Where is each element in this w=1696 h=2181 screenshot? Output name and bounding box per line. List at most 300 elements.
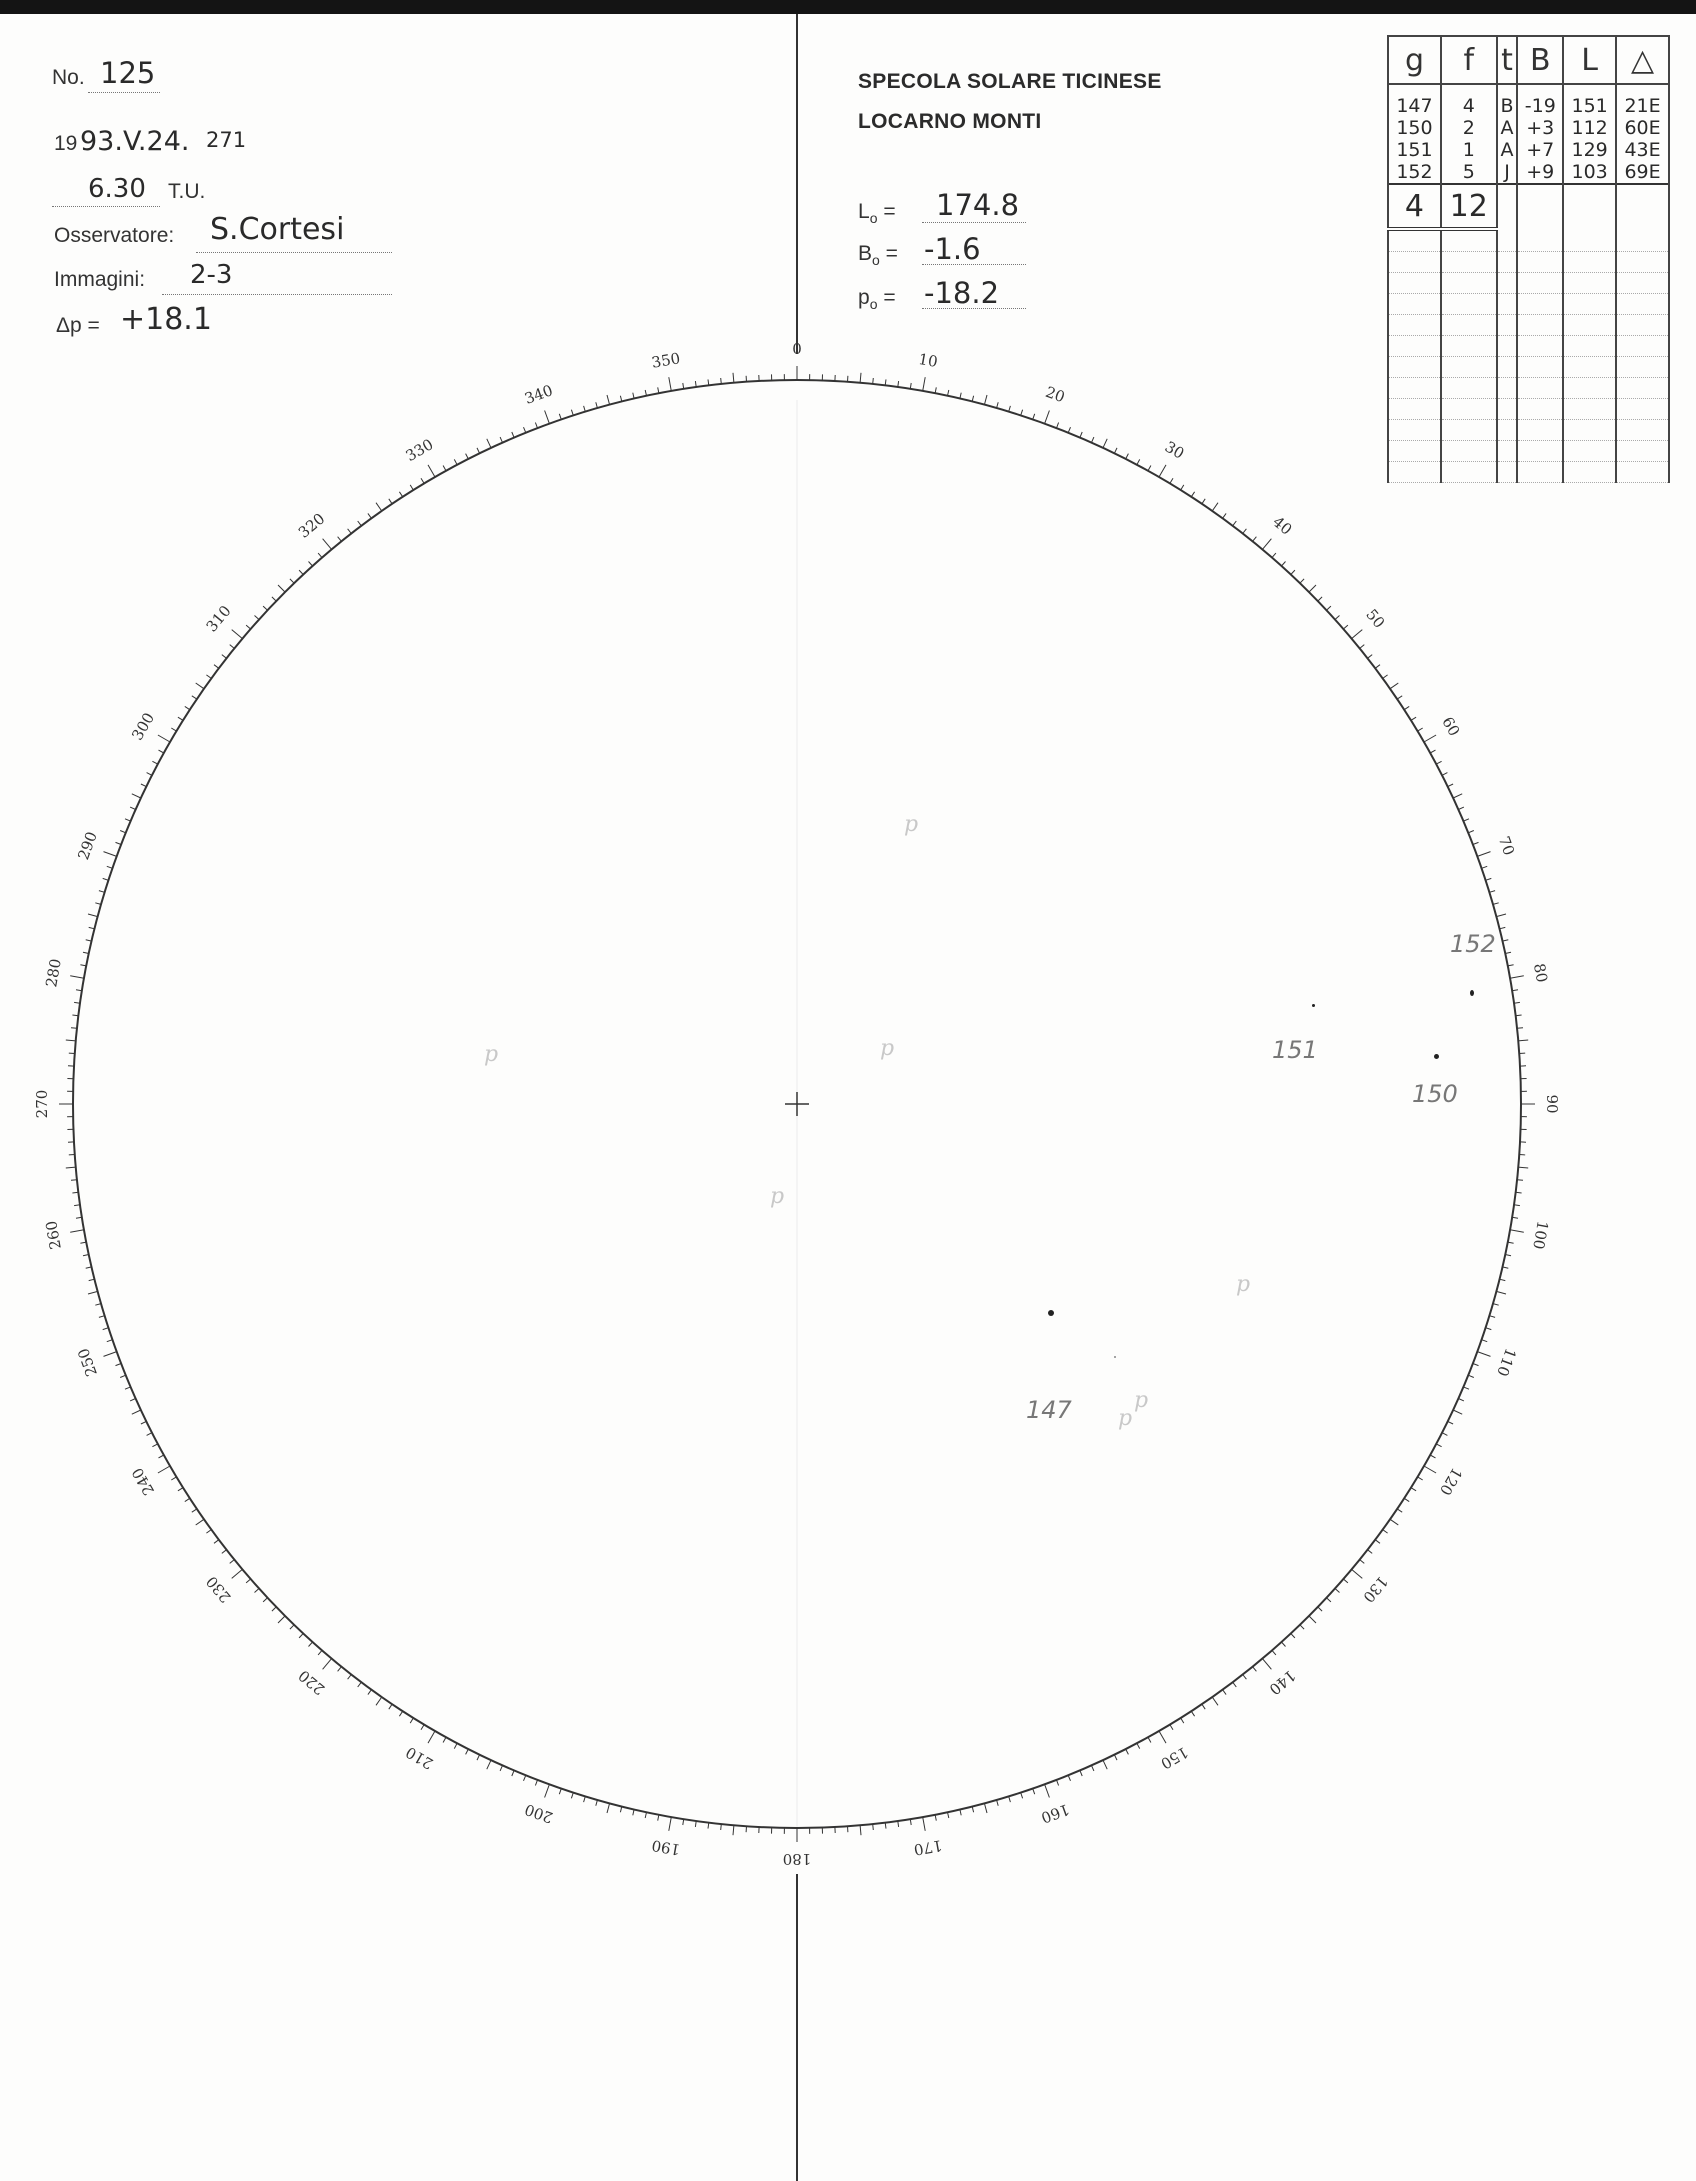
degree-tick <box>71 1028 77 1029</box>
degree-tick <box>1009 406 1011 412</box>
degree-tick <box>309 562 313 567</box>
degree-tick <box>1360 645 1365 649</box>
degree-tick <box>443 466 446 471</box>
sunspot-150 <box>1434 1054 1439 1059</box>
degree-tick <box>1512 1217 1518 1218</box>
degree-tick <box>255 616 260 620</box>
degree-label-80: 80 <box>1529 961 1552 984</box>
degree-label-200: 200 <box>522 1800 556 1827</box>
faint-mark: p <box>880 1036 895 1061</box>
B0-letter: B <box>858 242 873 265</box>
degree-tick <box>1502 940 1508 941</box>
degree-tick <box>960 393 961 399</box>
degree-label-300: 300 <box>128 709 159 744</box>
degree-tick <box>1137 459 1140 464</box>
degree-tick <box>255 1589 260 1593</box>
faint-mark: p <box>1236 1272 1251 1297</box>
degree-tick <box>1383 1530 1388 1534</box>
degree-tick <box>571 1793 573 1799</box>
degree-label-50: 50 <box>1362 605 1389 632</box>
degree-tick <box>1502 1267 1508 1268</box>
degree-label-40: 40 <box>1269 512 1296 539</box>
observatory-location: LOCARNO MONTI <box>858 110 1042 133</box>
faint-mark: p <box>1118 1406 1133 1431</box>
header-L: L <box>1563 36 1616 84</box>
degree-tick <box>559 414 561 420</box>
degree-tick <box>107 866 113 868</box>
degree-tick <box>272 1607 276 1611</box>
degree-tick <box>1489 1316 1495 1318</box>
degree-tick <box>1493 1304 1499 1306</box>
degree-tick <box>74 1002 80 1003</box>
degree-tick <box>1383 675 1388 679</box>
degree-label-340: 340 <box>522 381 556 408</box>
degree-label-60: 60 <box>1438 713 1464 740</box>
faint-mark: p <box>484 1042 499 1067</box>
degree-tick <box>1448 784 1453 787</box>
degree-tick <box>76 990 82 991</box>
degree-tick <box>1233 1682 1237 1687</box>
degree-tick <box>76 1217 82 1218</box>
degree-tick <box>559 1789 561 1795</box>
delta-p-value: +18.1 <box>120 302 212 337</box>
degree-label-180: 180 <box>782 1850 812 1868</box>
degree-tick <box>860 1825 861 1835</box>
cell-f: 1 <box>1441 139 1497 161</box>
degree-tick <box>596 1800 598 1806</box>
degree-tick <box>1360 1560 1365 1564</box>
degree-tick <box>1335 1589 1340 1593</box>
degree-tick <box>1170 1725 1173 1730</box>
degree-tick <box>1068 427 1070 433</box>
degree-tick <box>535 1780 537 1786</box>
degree-tick <box>1159 465 1166 477</box>
degree-tick <box>338 1667 342 1672</box>
cell-f: 5 <box>1441 161 1497 184</box>
degree-tick <box>278 585 285 592</box>
degree-tick <box>1453 794 1462 798</box>
degree-tick <box>192 696 197 699</box>
degree-tick <box>159 750 164 753</box>
degree-label-320: 320 <box>294 509 329 542</box>
degree-tick <box>633 393 634 399</box>
degree-tick <box>1212 503 1218 511</box>
degree-tick <box>1126 1749 1129 1754</box>
group-label-150: 150 <box>1412 1080 1458 1108</box>
degree-tick <box>1458 1399 1464 1401</box>
B0-subscript: o <box>872 252 880 269</box>
degree-tick <box>1477 1352 1490 1357</box>
cell-t: A <box>1497 117 1518 139</box>
degree-tick <box>658 387 659 393</box>
degree-tick <box>152 1444 157 1447</box>
degree-tick <box>147 1433 152 1436</box>
degree-tick <box>1343 1579 1348 1583</box>
cell-L: 151 <box>1563 84 1616 117</box>
degree-tick <box>1458 807 1464 809</box>
sunspot-147-follower <box>1114 1356 1116 1358</box>
group-label-147: 147 <box>1026 1396 1072 1424</box>
degree-tick <box>645 390 646 396</box>
degree-tick <box>910 1819 911 1825</box>
degree-tick <box>132 794 141 798</box>
degree-tick <box>1463 1387 1469 1389</box>
degree-tick <box>1243 529 1247 534</box>
degree-tick <box>70 1230 84 1233</box>
degree-tick <box>669 1817 672 1831</box>
cell-B: +7 <box>1517 139 1563 161</box>
header-f: f <box>1441 36 1497 84</box>
degree-tick <box>1033 1789 1035 1795</box>
degree-tick <box>376 1697 382 1705</box>
degree-tick <box>1473 1364 1479 1366</box>
degree-tick <box>500 437 502 443</box>
degree-tick <box>948 390 949 396</box>
degree-tick <box>1300 1625 1304 1629</box>
images-value: 2-3 <box>190 260 233 290</box>
degree-tick <box>1482 866 1488 868</box>
degree-tick <box>1368 1550 1373 1554</box>
cell-B: +3 <box>1517 117 1563 139</box>
degree-label-140: 140 <box>1265 1666 1300 1699</box>
degree-tick <box>1508 1242 1514 1243</box>
degree-tick <box>1514 1205 1520 1206</box>
degree-tick <box>232 1569 243 1578</box>
degree-tick <box>178 717 183 720</box>
degree-tick <box>1137 1743 1140 1748</box>
degree-tick <box>1114 1755 1117 1760</box>
degree-label-160: 160 <box>1038 1800 1072 1827</box>
degree-tick <box>125 1387 131 1389</box>
degree-tick <box>1512 990 1518 991</box>
degree-tick <box>443 1737 446 1742</box>
degree-tick <box>1262 1659 1271 1670</box>
degree-tick <box>1468 831 1474 833</box>
degree-tick <box>1191 492 1194 497</box>
degree-tick <box>116 842 122 844</box>
degree-tick <box>389 499 392 504</box>
p0-letter: p <box>858 286 870 309</box>
degree-label-150: 150 <box>1157 1742 1192 1773</box>
degree-tick <box>1327 606 1331 610</box>
degree-tick <box>1202 499 1205 504</box>
date-prefix: 19 <box>54 132 78 155</box>
degree-tick <box>923 1817 926 1831</box>
cell-delta: 60E <box>1616 117 1669 139</box>
p0-equals: = <box>883 286 896 309</box>
degree-tick <box>1080 1770 1082 1776</box>
degree-tick <box>1170 478 1173 483</box>
degree-label-130: 130 <box>1359 1572 1392 1607</box>
degree-tick <box>1505 952 1511 953</box>
degree-tick <box>1486 1328 1492 1330</box>
degree-label-220: 220 <box>294 1666 329 1699</box>
degree-tick <box>1390 683 1398 689</box>
degree-tick <box>733 1825 734 1835</box>
degree-tick <box>1418 1477 1423 1480</box>
faint-mark: p <box>904 812 919 837</box>
degree-tick <box>348 1675 352 1680</box>
faint-mark: p <box>1134 1388 1149 1413</box>
degree-tick <box>873 1824 874 1830</box>
degree-tick <box>524 1775 526 1781</box>
degree-tick <box>1114 448 1117 453</box>
degree-tick <box>399 1711 402 1716</box>
degree-tick <box>984 1803 987 1813</box>
degree-tick <box>1021 410 1023 416</box>
degree-tick <box>454 459 457 464</box>
degree-tick <box>104 852 117 857</box>
degree-tick <box>318 553 322 558</box>
group-label-151: 151 <box>1272 1036 1318 1064</box>
degree-tick <box>1148 1737 1151 1742</box>
degree-tick <box>1282 562 1286 567</box>
p0-subscript: o <box>869 296 878 313</box>
cell-delta: 69E <box>1616 161 1669 184</box>
degree-tick <box>214 1540 219 1544</box>
observatory-name: SPECOLA SOLARE TICINESE <box>858 70 1162 93</box>
degree-tick <box>410 485 413 490</box>
degree-label-280: 280 <box>42 957 65 989</box>
degree-tick <box>263 1598 267 1602</box>
degree-tick <box>222 1550 227 1554</box>
degree-tick <box>83 1255 89 1256</box>
degree-label-260: 260 <box>42 1219 65 1251</box>
degree-tick <box>1202 1704 1205 1709</box>
degree-label-170: 170 <box>912 1836 944 1859</box>
degree-tick <box>545 1784 550 1797</box>
number-value: 125 <box>100 56 156 90</box>
degree-tick <box>1453 1410 1462 1414</box>
degree-tick <box>70 976 84 979</box>
degree-tick <box>1505 1255 1511 1256</box>
degree-tick <box>1181 1718 1184 1723</box>
degree-tick <box>1343 625 1348 629</box>
cell-t: B <box>1497 84 1518 117</box>
degree-tick <box>421 1725 424 1730</box>
degree-tick <box>159 1455 164 1458</box>
degree-tick <box>1262 539 1271 550</box>
degree-tick <box>1148 466 1151 471</box>
cell-f: 4 <box>1441 84 1497 117</box>
degree-tick <box>607 395 610 405</box>
sunspot-152 <box>1470 990 1474 996</box>
degree-tick <box>1430 1455 1435 1458</box>
degree-tick <box>1068 1775 1070 1781</box>
cell-t: J <box>1497 161 1518 184</box>
degree-tick <box>290 579 294 583</box>
degree-tick <box>1080 432 1082 438</box>
degree-tick <box>1411 717 1416 720</box>
cell-f: 2 <box>1441 117 1497 139</box>
degree-tick <box>185 1498 190 1501</box>
degree-tick <box>1390 1519 1398 1525</box>
degree-tick <box>683 1819 684 1825</box>
degree-tick <box>1424 1466 1436 1473</box>
degree-tick <box>535 423 537 429</box>
sunspot-151 <box>1312 1004 1315 1007</box>
degree-label-240: 240 <box>128 1464 159 1499</box>
degree-tick <box>103 878 109 880</box>
top-edge-bar <box>0 0 1696 14</box>
degree-tick <box>1335 616 1340 620</box>
degree-tick <box>1508 965 1514 966</box>
degree-tick <box>222 655 227 659</box>
degree-tick <box>984 395 987 405</box>
header-delta: △ <box>1616 36 1669 84</box>
degree-tick <box>1033 414 1035 420</box>
degree-tick <box>1300 579 1304 583</box>
degree-tick <box>1404 706 1409 709</box>
degree-tick <box>620 396 621 402</box>
degree-tick <box>596 402 598 408</box>
degree-tick <box>232 630 243 639</box>
degree-tick <box>1159 1731 1166 1743</box>
degree-tick <box>348 529 352 534</box>
degree-tick <box>132 1410 141 1414</box>
degree-tick <box>299 1634 303 1638</box>
degree-tick <box>178 1488 183 1491</box>
degree-tick <box>410 1718 413 1723</box>
degree-tick <box>86 1267 92 1268</box>
degree-tick <box>633 1809 634 1815</box>
degree-tick <box>1272 553 1276 558</box>
degree-tick <box>1291 1634 1295 1638</box>
degree-tick <box>104 1352 117 1357</box>
degree-tick <box>206 675 211 679</box>
degree-tick <box>246 1579 251 1583</box>
degree-tick <box>120 1375 126 1377</box>
degree-tick <box>1103 1760 1107 1769</box>
degree-tick <box>997 402 999 408</box>
cell-B: +9 <box>1517 161 1563 184</box>
degree-tick <box>1092 1765 1094 1771</box>
degree-tick <box>263 606 267 610</box>
time-value: 6.30 <box>88 174 146 204</box>
degree-tick <box>873 378 874 384</box>
date-value: 93.V.24. <box>80 126 190 157</box>
degree-tick <box>910 383 911 389</box>
degree-tick <box>158 735 170 742</box>
observer-value: S.Cortesi <box>210 212 345 247</box>
degree-tick <box>1103 439 1107 448</box>
degree-tick <box>1404 1498 1409 1501</box>
degree-tick <box>1233 521 1237 526</box>
degree-tick <box>477 1755 480 1760</box>
degree-tick <box>1191 1711 1194 1716</box>
degree-tick <box>721 378 722 384</box>
degree-tick <box>309 1642 313 1647</box>
cell-t: A <box>1497 139 1518 161</box>
degree-tick <box>1272 1650 1276 1655</box>
faint-mark: p <box>770 1184 785 1209</box>
degree-tick <box>1436 1444 1441 1447</box>
degree-tick <box>1253 537 1257 542</box>
degree-tick <box>246 625 251 629</box>
degree-tick <box>152 761 157 764</box>
degree-tick <box>80 1242 86 1243</box>
degree-tick <box>584 1796 586 1802</box>
degree-tick <box>1375 665 1380 669</box>
cell-L: 103 <box>1563 161 1616 184</box>
degree-tick <box>1448 1421 1453 1424</box>
degree-tick <box>695 1821 696 1827</box>
degree-tick <box>428 1731 435 1743</box>
degree-tick <box>584 406 586 412</box>
degree-tick <box>669 377 672 391</box>
degree-label-270: 270 <box>33 1089 51 1119</box>
degree-tick <box>1424 735 1436 742</box>
degree-tick <box>487 1760 491 1769</box>
degree-tick <box>1057 423 1059 429</box>
B0-equals: = <box>885 242 898 265</box>
degree-tick <box>545 411 550 424</box>
degree-tick <box>1352 630 1363 639</box>
degree-tick <box>477 448 480 453</box>
degree-tick <box>278 1616 285 1623</box>
degree-tick <box>358 521 362 526</box>
degree-tick <box>323 1659 332 1670</box>
degree-tick <box>1045 1784 1050 1797</box>
degree-tick <box>898 1821 899 1827</box>
cell-L: 129 <box>1563 139 1616 161</box>
degree-tick <box>99 1316 105 1318</box>
degree-tick <box>1463 819 1469 821</box>
degree-tick <box>147 773 152 776</box>
degree-tick <box>860 373 861 383</box>
degree-tick <box>196 1519 204 1525</box>
degree-tick <box>130 807 136 809</box>
degree-tick <box>1223 1690 1227 1695</box>
degree-label-110: 110 <box>1493 1345 1520 1379</box>
degree-label-90: 90 <box>1543 1094 1561 1114</box>
degree-tick <box>399 492 402 497</box>
degree-tick <box>1510 1230 1524 1233</box>
degree-tick <box>620 1807 621 1813</box>
cell-B: -19 <box>1517 84 1563 117</box>
degree-tick <box>1282 1642 1286 1647</box>
degree-tick <box>1436 761 1441 764</box>
degree-tick <box>721 1824 722 1830</box>
degree-tick <box>95 903 101 905</box>
degree-tick <box>389 1704 392 1709</box>
degree-tick <box>645 1812 646 1818</box>
degree-tick <box>512 432 514 438</box>
degree-tick <box>1411 1488 1416 1491</box>
L0-value: 174.8 <box>936 188 1020 222</box>
degree-tick <box>607 1803 610 1813</box>
degree-tick <box>1045 411 1050 424</box>
degree-tick <box>512 1770 514 1776</box>
degree-tick <box>1009 1796 1011 1802</box>
degree-tick <box>1442 773 1447 776</box>
degree-tick <box>454 1743 457 1748</box>
degree-tick <box>141 784 146 787</box>
degree-tick <box>66 1167 76 1168</box>
degree-tick <box>1223 513 1227 518</box>
degree-tick <box>960 1809 961 1815</box>
header-B: B <box>1517 36 1563 84</box>
delta-p-label: Δp = <box>56 314 100 337</box>
degree-tick <box>230 645 235 649</box>
degree-tick <box>1092 437 1094 443</box>
degree-tick <box>116 1364 122 1366</box>
degree-tick <box>89 1279 95 1280</box>
degree-tick <box>141 1421 146 1424</box>
degree-tick <box>1352 1569 1363 1578</box>
L0-equals: = <box>883 200 896 223</box>
degree-tick <box>107 1340 113 1342</box>
